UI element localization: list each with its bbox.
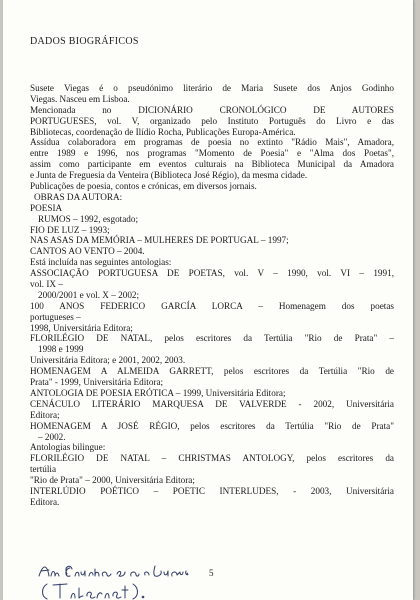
anthology-item: HOMENAGEM A ALMEIDA GARRETT, pelos escritores da Tertúlia "Rio de <box>30 366 394 377</box>
page-number: 5 <box>209 568 214 578</box>
anthology-item: 1998, Universitária Editora; <box>30 322 133 333</box>
anthology-item: vol. IX – <box>30 279 63 290</box>
anthology-item: HOMENAGEM A JOSÉ RÉGIO, pelos escritores da Tertúlia "Rio de Prata" <box>30 420 394 431</box>
book-item: NAS ASAS DA MEMÓRIA – MULHERES DE PORTUGAL – 1997; <box>30 235 289 246</box>
text-line: Assídua colaboradora em programas de poesia no extinto "Rádio Mais", Amadora, <box>30 137 394 148</box>
text-line: Mencionada no DICIONÁRIO CRONOLÓGICO DE AUTORES <box>30 104 394 115</box>
section-heading: DADOS BIOGRÁFICOS <box>30 36 139 47</box>
anthology-item: FLORILÉGIO DE NATAL, pelos escritores da Tertúlia "Rio de Prata" – <box>30 333 394 344</box>
anthology-item: FLORILÉGIO DE NATAL – CHRISTMAS ANTOLOGY, pelos escritores da <box>30 453 394 464</box>
bilingual-heading: Antologias bilingue: <box>30 442 106 453</box>
anthology-item: portugueses – <box>30 311 81 322</box>
works-heading: OBRAS DA AUTORA: <box>34 191 123 202</box>
anthology-item: 2000/2001 e vol. X – 2002; <box>38 289 140 300</box>
handwritten-note <box>37 560 217 600</box>
text-line: entre 1989 e 1996, nos programas "Momento de Poesia" e "Alma dos Poetas", <box>30 148 394 159</box>
text-line: Publicações de poesia, contos e crónicas, em diversos jornais. <box>30 181 257 192</box>
anthology-item: – 2002. <box>38 431 66 442</box>
text-line: Está incluída nas seguintes antologias: <box>30 257 172 268</box>
anthology-item: tertúlia <box>30 464 57 475</box>
text-line: Viegas. Nasceu em Lisboa. <box>30 93 130 104</box>
text-line: Susete Viegas é o pseudónimo literário de Maria Susete dos Anjos Godinho <box>30 83 394 93</box>
biography-text <box>30 83 394 508</box>
anthology-item: INTERLÚDIO POÉTICO – POETIC INTERLUDES, - 2003, Universitária <box>30 485 394 496</box>
document-page <box>3 0 413 600</box>
book-item: CANTOS AO VENTO – 2004. <box>30 246 145 257</box>
text-line: Bibliotecas, coordenação de Ilídio Rocha, Publicações Europa-América. <box>30 126 296 137</box>
anthology-item: Editora; <box>30 409 60 420</box>
poetry-heading: POESIA <box>30 202 63 213</box>
anthology-item: 100 ANOS FEDERICO GARCÍA LORCA – Homenagem dos poetas <box>30 300 394 311</box>
anthology-item: 1998 e 1999 <box>38 344 84 355</box>
anthology-item: Universitária Editora; e 2001, 2002, 2003. <box>30 355 186 366</box>
book-item: RUMOS – 1992, esgotado; <box>38 213 139 224</box>
text-line: e Junta de Freguesia da Venteira (Biblioteca José Régio), da mesma cidade. <box>30 170 308 181</box>
anthology-item: CENÁCULO LITERÁRIO MARQUESA DE VALVERDE - 2002, Universitária <box>30 398 394 409</box>
anthology-item: ASSOCIAÇÃO PORTUGUESA DE POETAS, vol. V – 1990, vol. VI – 1991, <box>30 268 394 279</box>
text-line: PORTUGUESES, vol. V, organizado pelo Instituto Português do Livro e das <box>30 115 394 126</box>
text-line: assim como participante em eventos culturais na Biblioteca Municipal da Amadora <box>30 159 394 170</box>
anthology-item: "Rio de Prata" – 2000, Universitária Editora; <box>30 475 195 486</box>
anthology-item: ANTOLOGIA DE POESIA ERÓTICA – 1999, Universitária Editora; <box>30 387 286 398</box>
book-item: FIO DE LUZ – 1993; <box>30 224 110 235</box>
anthology-item: Prata" - 1999, Universitária Editora; <box>30 377 164 388</box>
anthology-item: Editora. <box>30 496 60 507</box>
